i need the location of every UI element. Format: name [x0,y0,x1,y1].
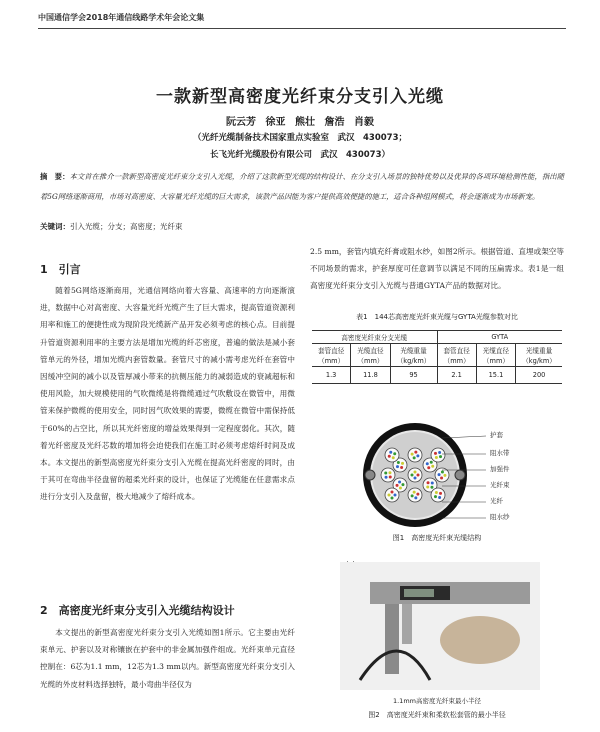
paper-title: 一款新型高密度光纤束分支引入光缆 [156,87,444,107]
fiber [431,482,434,485]
fiber [401,462,404,465]
fiber [426,462,429,465]
fiber [391,491,394,494]
label-water-tape: 阻水带 [490,449,510,457]
affiliation-line2: 长飞光纤光缆股份有限公司 武汉 430073） [210,150,390,160]
abstract-text: 本文首在推介一款新型高密度光纤束分支引入光缆，介绍了这款新型光缆的结构设计、在分支引入场景的独特优势以及优异的各项环境检测性能，指出随着5G网络逐渐商用，市场对高密度、大容量光纤光缆的巨大需求，该款产品因能为客户提供高效便捷的施工，适合各种组网模式，将会逐渐成为市场新宠。 [40,172,565,201]
section2-body [40,624,295,693]
affiliation-line1: （光纤光缆制备技术国家重点实验室 武汉 430073； [193,133,407,143]
table1-cell: 11.8 [351,367,390,384]
fiber-bundle [381,468,395,482]
table1-cell: 1.3 [312,367,351,384]
fiber [413,456,416,459]
fiber [413,491,416,494]
fiber [411,494,414,497]
figure2-sub-caption: 1.1mm高密度光纤束最小半径 [392,697,481,705]
right-column-text [310,243,564,295]
fiber [414,496,417,499]
table1-caption: 表1 144芯高密度光纤束光缆与GYTA光缆参数对比 [356,313,518,321]
table1-cell: 2.1 [437,367,476,384]
abstract-label: 摘 要： [40,172,70,181]
fiber-bundle [408,488,422,502]
table1-group-b: GYTA [491,333,509,341]
fiber [434,495,437,498]
fiber [431,465,434,468]
fiber [401,483,404,486]
header-rule [38,28,566,29]
abstract [40,167,564,207]
label-strength-member: 加强件 [490,465,510,473]
caliper-jaw [385,604,399,674]
table1-header-cell: 光缆直径（mm） [351,344,390,367]
section2-paragraph: 本文提出的新型高密度光纤束分支引入光缆如图1所示。它主要由光纤束单元、护套以及对称镶嵌在护套中的非金属加强件组成。光纤束单元直径控制在：6芯为1.1 mm，12芯为1.3 mm以内。新型高密度光纤束分支引入光缆的外皮材料选择独特，最小弯曲半径仅为 [40,628,295,689]
table1-cell: 15.1 [476,367,515,384]
fiber [430,486,433,489]
fiber-bundles [381,448,449,502]
table1-header-cell: 光缆重量（kg/km） [522,347,556,365]
fiber [388,471,391,474]
table1-header-cell: 套管直径（mm） [312,344,351,367]
table1-header-cell: 套管直径（mm） [437,344,476,367]
fiber-bundle [385,488,399,502]
fiber [392,456,395,459]
fiber [435,491,438,494]
fiber [385,476,388,479]
label-sheath: 护套 [490,431,503,439]
keywords [40,221,183,232]
fiber [427,466,430,469]
table1-group-a: 高密度光纤束分支光缆 [312,331,437,344]
table1-cell: 200 [532,371,546,379]
keywords-label: 关键词： [40,222,70,231]
fiber [417,474,420,477]
fiber [411,474,414,477]
fiber [398,481,401,484]
fiber [396,465,399,468]
figure1-caption: 图1 高密度光纤束光缆结构 [392,534,482,542]
fiber [393,494,396,497]
fiber [384,472,387,475]
strength-member-left [365,470,375,480]
keywords-text: 引入光缆；分支；高密度；光纤束 [70,222,183,231]
table1-header-cell: 光缆重量（kg/km） [390,344,437,367]
fiber [430,461,433,464]
table1-cell: 95 [390,367,437,384]
table1 [312,330,562,384]
fiber [396,484,399,487]
fiber [390,496,393,499]
table1-header-cell: 光缆直径（mm） [476,344,515,367]
fiber [411,453,414,456]
running-header: 中国通信学会2018年通信线路学术年会论文集 [38,13,205,22]
section2-heading: 2 高密度光纤束分支引入光缆结构设计 [40,604,235,617]
label-fiber-bundle: 光纤束 [490,481,510,489]
label-fiber: 光纤 [490,497,503,505]
fiber-bundle [385,448,399,462]
fiber [434,452,437,455]
fiber [416,454,419,457]
caliper-photo [340,562,540,690]
fiber-bundle [408,448,422,462]
fiber [427,481,430,484]
fiber [416,493,419,496]
fiber [397,461,400,464]
fiber [389,475,392,478]
fiber [393,452,396,455]
fiber [400,466,403,469]
fiber [414,477,417,480]
fiber [414,451,417,454]
section1-paragraph: 随着5G网络逐渐商用，光通信网络向着大容量、高速率的方向逐渐演进，数据中心对高密度、大容量光纤光缆产生了巨大需求，提高管道资源利用率和施工的便捷性成为现阶段光缆新产品开发必须考虑的核心点。目前提升管道资源利用率的主要方法是增加光缆的纤芯密度，普遍的做法是减小套管单元的外径，增加光缆内套管数量。套管尺寸的减小需考虑光纤在套管中因缓冲空间的减小以及管厚减小带来的抗侧压能力的减弱造成的衰减超标和使用风险，加大规模使用的气吹微缆是将微缆通过气吹敷设在微管中，用微管来保护微缆的使用安全，同时因气吹效果的需要，微缆在微管中需保持低于60%的占空比，所以其光纤密度的增益效果得到一定程度弱化。其次，随着光纤密度及光纤芯数的增加将会迫使我们在施工时必须考虑熔纤时间及成本。本文提出的新型高密度光纤束分支引入光缆在提高光纤密度的同时，由于其可在弯曲半径盘留的超柔光纤束的设计，也保证了光缆能在任意需求点进行分支引入及盘留，极大地减少了熔纤成本。 [40,286,295,502]
figure1-leader-lines [440,430,490,530]
fiber [388,493,391,496]
fiber [435,456,438,459]
authors: 阮云芳 徐亚 熊壮 詹浩 肖毅 [226,117,374,128]
fiber [426,485,429,488]
section1-heading: 1 引言 [40,263,81,276]
fiber [399,486,402,489]
fiber [414,471,417,474]
label-water-yarn: 阻水纱 [490,513,510,521]
right-paragraph: 2.5 mm，套管内填充纤膏或阻水纱，如图2所示。根据管道、直埋或架空等不同场景的需求，护套厚度可任意调节以满足不同的压扁需求。表1是一组高密度光纤束分支引入光缆与普通GYTA产品的数据对比。 [310,247,564,291]
figure2-caption: 图2 高密度光纤束和柔软松套管的最小半径 [368,711,506,719]
fiber [388,455,391,458]
fiber-bundle [408,468,422,482]
hand [440,616,520,664]
fiber [389,451,392,454]
section1-body [40,282,295,506]
